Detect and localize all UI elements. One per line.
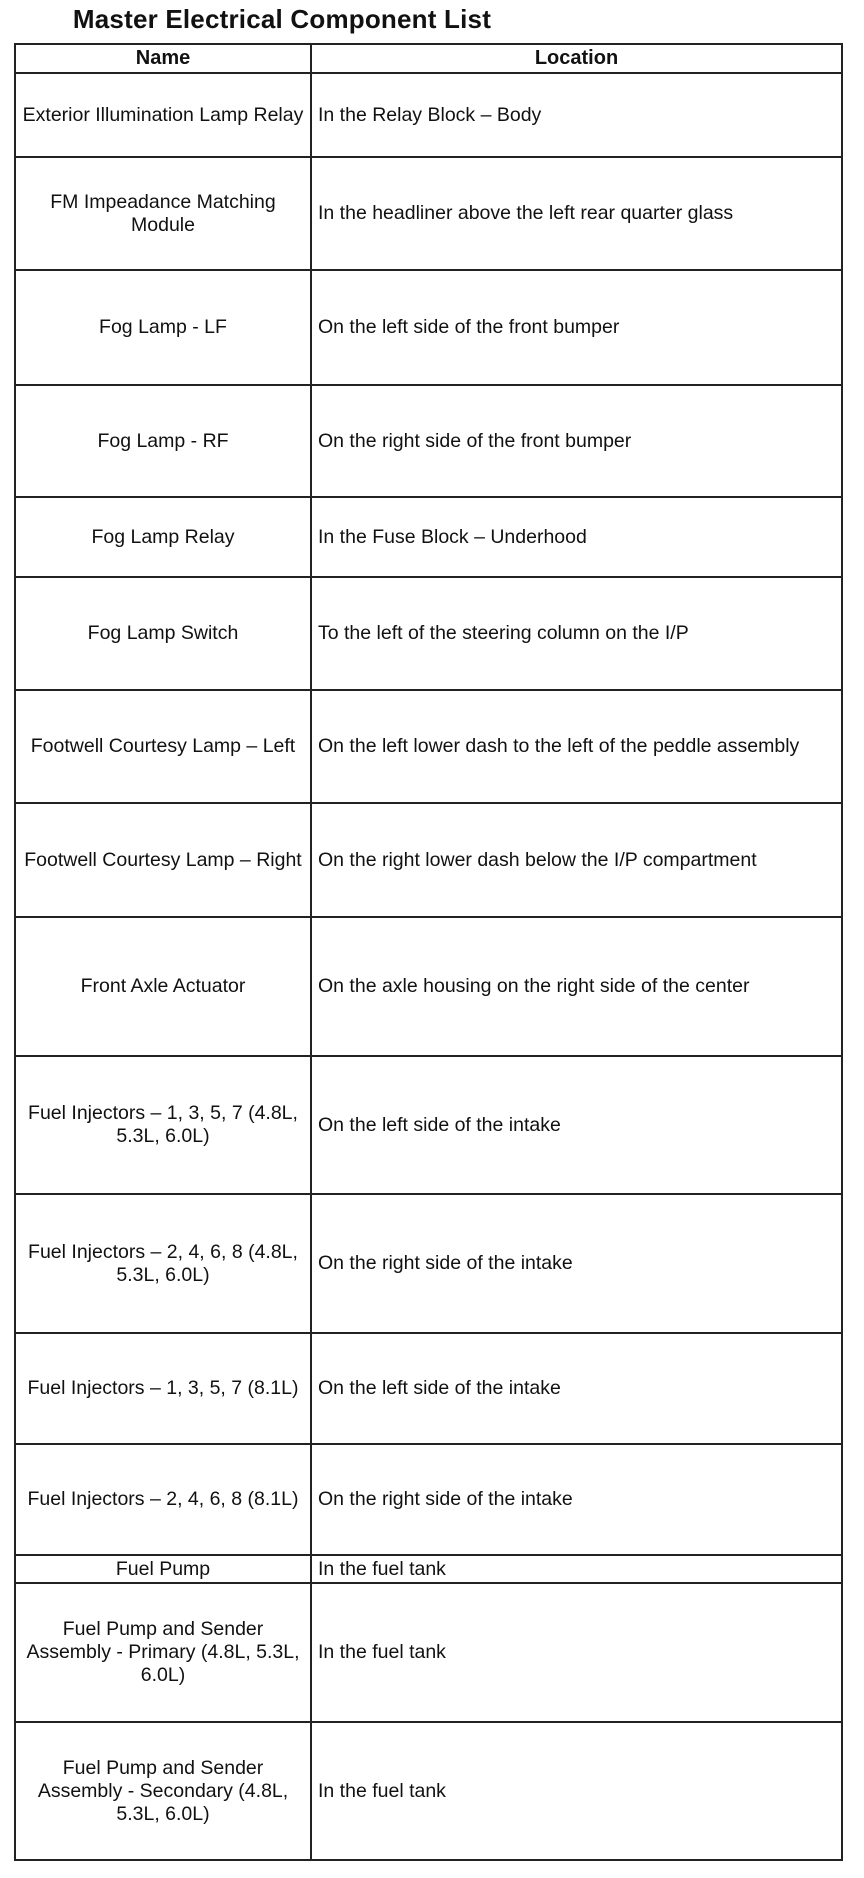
table-row [15,73,842,157]
table-row [15,577,842,690]
table-row [15,690,842,803]
column-header-location: Location [311,44,842,73]
component-location: On the left side of the front bumper [311,270,842,385]
document-title: Master Electrical Component List [72,4,492,34]
table-row [15,1333,842,1444]
component-location: On the left lower dash to the left of the peddle assembly [311,690,842,803]
table-row [15,385,842,497]
table-row [15,1194,842,1333]
table-row [15,803,842,917]
component-table [14,43,843,1861]
component-location: To the left of the steering column on the I/P [311,577,842,690]
component-location: On the right side of the front bumper [311,385,842,497]
component-name: Fuel Injectors – 2, 4, 6, 8 (8.1L) [15,1444,311,1555]
component-location: In the fuel tank [311,1722,842,1860]
component-name: Fog Lamp Switch [15,577,311,690]
component-name: Front Axle Actuator [15,917,311,1056]
component-location: On the right side of the intake [311,1444,842,1555]
component-name: Fog Lamp - RF [15,385,311,497]
component-location: On the right side of the intake [311,1194,842,1333]
component-name: Footwell Courtesy Lamp – Left [15,690,311,803]
component-name: Fuel Pump [15,1555,311,1583]
table-row [15,270,842,385]
component-location: On the left side of the intake [311,1056,842,1194]
component-location: In the fuel tank [311,1555,842,1583]
component-name: Fuel Injectors – 1, 3, 5, 7 (4.8L, 5.3L, 6.0L) [15,1056,311,1194]
component-location: In the Relay Block – Body [311,73,842,157]
component-location: In the fuel tank [311,1583,842,1722]
component-name: FM Impeadance Matching Module [15,157,311,270]
component-name: Fuel Injectors – 1, 3, 5, 7 (8.1L) [15,1333,311,1444]
table-row [15,1555,842,1583]
column-header-name: Name [15,44,311,73]
table-header-row [15,44,842,73]
table-row [15,1583,842,1722]
component-name: Fog Lamp - LF [15,270,311,385]
table-row [15,157,842,270]
table-row [15,917,842,1056]
component-location: In the headliner above the left rear quarter glass [311,157,842,270]
component-name: Fuel Pump and Sender Assembly - Secondary (4.8L, 5.3L, 6.0L) [15,1722,311,1860]
component-name: Fuel Pump and Sender Assembly - Primary (4.8L, 5.3L, 6.0L) [15,1583,311,1722]
table-row [15,497,842,577]
component-name: Exterior Illumination Lamp Relay [15,73,311,157]
table-row [15,1056,842,1194]
table-row [15,1722,842,1860]
component-location: On the right lower dash below the I/P compartment [311,803,842,917]
component-name: Fuel Injectors – 2, 4, 6, 8 (4.8L, 5.3L, 6.0L) [15,1194,311,1333]
component-name: Fog Lamp Relay [15,497,311,577]
component-location: On the left side of the intake [311,1333,842,1444]
table-row [15,1444,842,1555]
component-location: In the Fuse Block – Underhood [311,497,842,577]
component-name: Footwell Courtesy Lamp – Right [15,803,311,917]
component-location: On the axle housing on the right side of the center [311,917,842,1056]
